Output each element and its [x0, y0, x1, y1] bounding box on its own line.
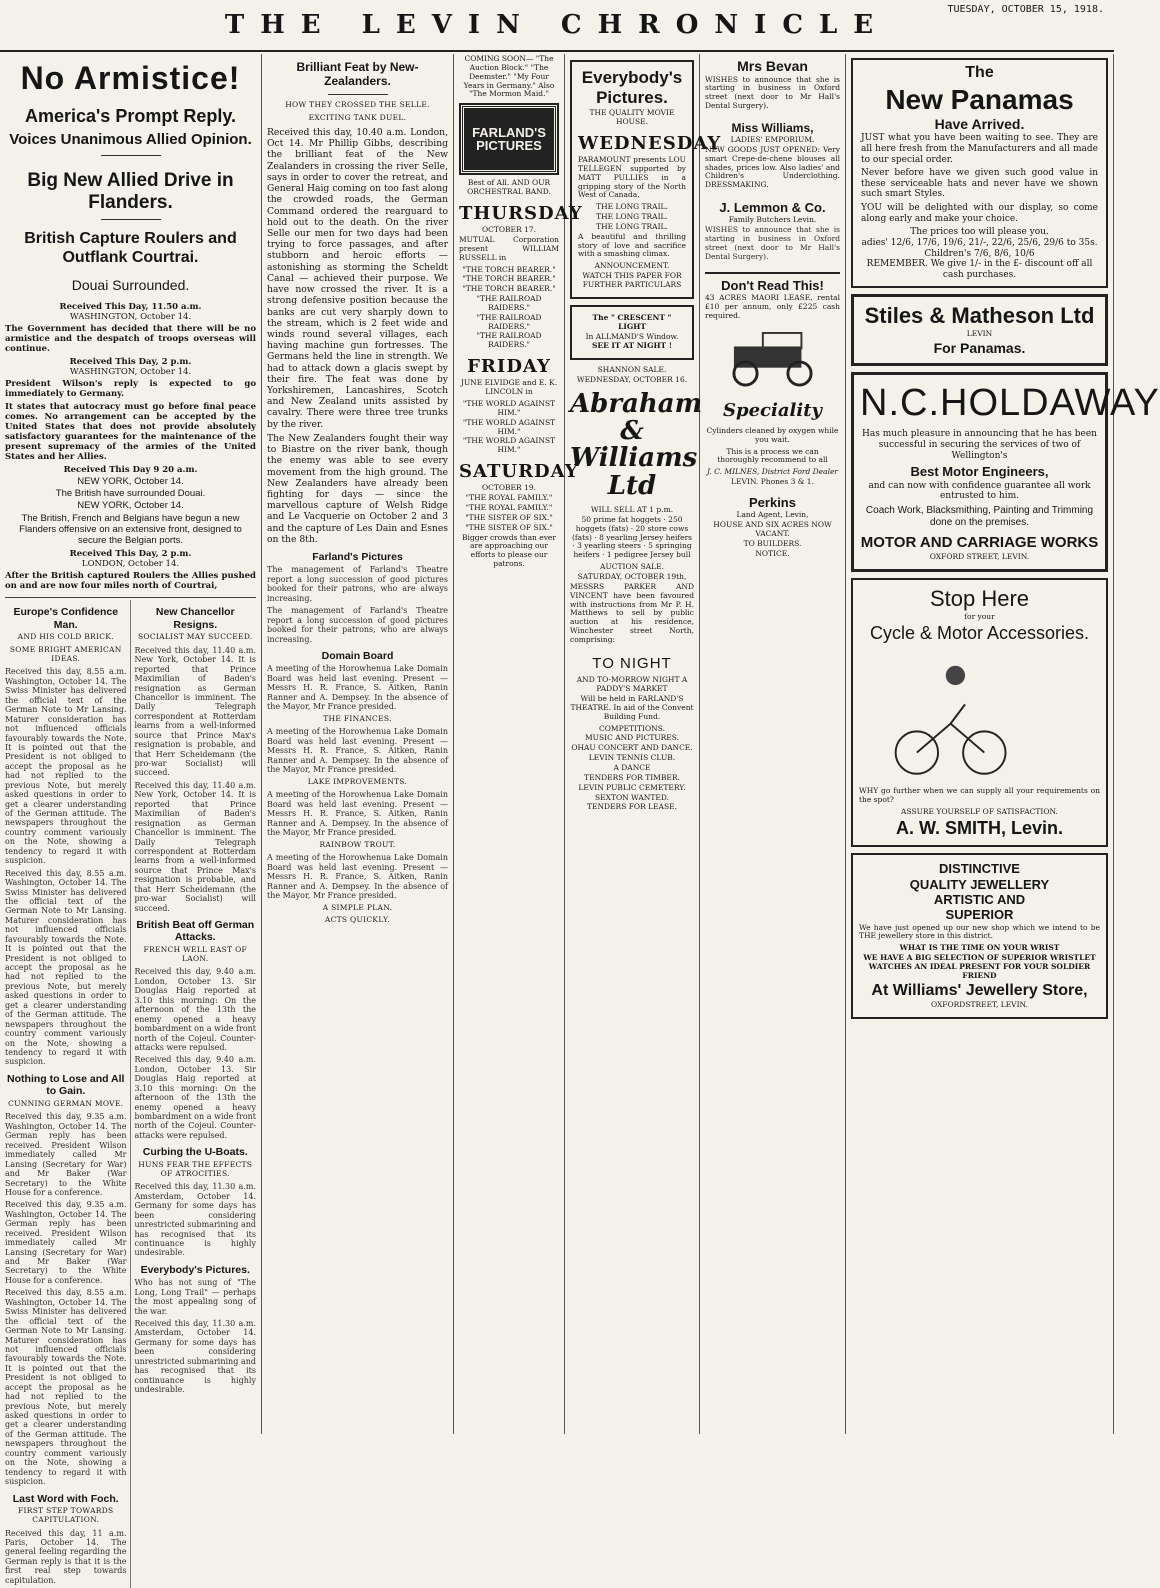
- ad-text: JUST what you have been waiting to see. They are all here fresh from the Manufacturers and all made to our special order.: [861, 133, 1098, 165]
- ad-title: New Panamas: [885, 83, 1074, 115]
- film-title: "THE TORCH BEARER.": [462, 264, 556, 274]
- ad-tagline: THE QUALITY MOVIE HOUSE.: [589, 108, 675, 126]
- ad-tagline: ASSURE YOURSELF OF SATISFACTION.: [901, 807, 1058, 817]
- film-title: "THE ROYAL FAMILY.": [465, 493, 553, 503]
- ad-text: NEW GOODS JUST OPENED: Very smart Crepe-de-chene blouses all shades, prices low. Also ladies' and Children's Underclothing. DRESSMAKING.: [705, 144, 840, 190]
- panamas-ad: [851, 58, 1108, 288]
- paddys-text: Will be held in FARLAND'S THEATRE. In aid of the Convent Building Fund.: [570, 694, 694, 721]
- film-title: "THE SISTER OF SIX.": [465, 522, 553, 532]
- article-heading: British Beat off German Attacks.: [136, 919, 255, 944]
- article-heading: Everybody's Pictures.: [140, 1263, 250, 1276]
- ad-text: WISHES to announce that she is starting in business in Oxford street (next door to Mr Hall's Dental Surgery).: [705, 74, 840, 111]
- ad-title: N.C.HOLDAWAY: [860, 381, 1160, 424]
- film-title: "THE ROYAL FAMILY.": [465, 503, 553, 513]
- ad-text: WISHES to announce that she is starting in business in Oxford street (next door to Mr Hall's Dental Surgery).: [705, 225, 840, 261]
- ad-tagline: OXFORD STREET, LEVIN.: [929, 552, 1030, 562]
- ad-text: The " CRESCENT " LIGHT: [592, 312, 672, 331]
- column-farlands-ad: [454, 54, 583, 1434]
- section-label: OHAU CONCERT AND DANCE.: [571, 743, 693, 753]
- film-title: "THE RAILROAD RAIDERS.": [476, 294, 542, 312]
- price-list: adies' 12/6, 17/6, 19/6, 21/-, 22/6, 25/6, 29/6 to 35s.: [861, 237, 1098, 248]
- cable-text: The Government has decided that there will be no armistice and the despatch of troops overseas will continue.: [5, 323, 256, 354]
- article-text: Received this day, 11 a.m. Paris, October 14. The general feeling regarding the German reply is that it is the first real step towards capitulation.: [5, 1528, 127, 1585]
- ad-text: done on the premises.: [930, 516, 1029, 528]
- article-heading: Domain Board: [321, 649, 394, 662]
- coming-soon: COMING SOON— "The Auction Block." "The Deemster." "My Four Years in Germany." Also "The Mormon Maid.": [463, 54, 555, 99]
- article-heading: Europe's Confidence Man.: [13, 606, 119, 631]
- ad-title: Everybody's: [581, 68, 683, 87]
- subhead-roulers: British Capture Roulers and Outflank Courtrai.: [24, 230, 237, 266]
- ad-title: Don't Read This!: [705, 272, 840, 293]
- article-text: The management of Farland's Theatre report a long succession of good pictures booked for their patrons, who are always increasing.: [267, 565, 448, 603]
- ad-tagline: Land Agent, Levin,: [736, 510, 809, 520]
- article-subheading: SOME BRIGHT AMERICAN IDEAS.: [9, 644, 122, 663]
- subhead-douai: Douai Surrounded.: [71, 277, 190, 294]
- film-desc: A beautiful and thrilling story of love and sacrifice with a smashing climax.: [578, 231, 686, 259]
- ad-title: For Panamas.: [933, 340, 1026, 357]
- logo-text: PICTURES: [476, 138, 542, 154]
- issue-date: TUESDAY, OCTOBER 15, 1918.: [947, 4, 1104, 15]
- film-title: THE LONG TRAIL.: [596, 221, 668, 231]
- article-subheading: SOCIALIST MAY SUCCEED.: [137, 631, 253, 641]
- ad-tagline: LADIES' EMPORIUM.: [730, 135, 815, 145]
- farlands-logo: [461, 105, 557, 173]
- sale-time: WILL SELL AT 1 p.m.: [590, 505, 674, 515]
- masthead: [0, 0, 1114, 52]
- divider: [101, 219, 161, 220]
- car-hood: [763, 332, 802, 347]
- announcement: ANNOUNCEMENT.: [594, 261, 670, 271]
- article-subheading: FRENCH WELL EAST OF LAON.: [143, 944, 248, 963]
- ad-text: We have just opened up our new shop which we intend to be THE jewellery store in this district.: [859, 922, 1100, 941]
- ad-text: Never before have we given such good value in these serviceable hats and never have we shown such smart Styles.: [861, 168, 1098, 200]
- divider: [328, 94, 388, 95]
- film-title: THE LONG TRAIL.: [596, 202, 668, 212]
- divider: [101, 155, 161, 156]
- cable-received: Received This Day, 11.50 a.m.: [59, 301, 202, 312]
- article-text: Received this day, 10.40 a.m. London, Oct 14. Mr Phillip Gibbs, describing the brilliant feat of the New Zealanders in crossing the river Selle, says in order to cover the retreat, and General Haig coming on too fast along the crowded roads, the German Command ordered the rearguard to hold out to the death. On the river Selle our men for two days had been trying to force passages, and after stubborn and heroic efforts — astonishing as storming the Scheldt Canal — achieved their purpose. We have now crossed the river. It is a strong defensive position because the banks are cut very sharply down to the stream, which is 2 feet wide and winds round several villages, each having machine gun fortresses. The Germans held the line in strength. We had to attack down a glacis swept by their fire. The feat was done by Yorkshiremen, Lancashires, Scotch and New Zealand units assisted by cavalry. There were three tree trunks by the river.: [267, 127, 448, 430]
- subcol-left: [5, 600, 131, 1588]
- section-label: LEVIN PUBLIC CEMETERY.: [578, 782, 686, 792]
- film-title: "THE TORCH BEARER.": [462, 284, 556, 294]
- section-label: HOUSE AND SIX ACRES NOW VACANT.: [713, 520, 832, 538]
- article-subheading: HUNS FEAR THE EFFECTS OF ATROCITIES.: [138, 1159, 253, 1178]
- everybodys-pictures-ad: [570, 60, 722, 299]
- ad-title: ARTISTIC AND: [933, 891, 1026, 907]
- ad-tagline: WE HAVE A BIG SELECTION OF SUPERIOR WRISTLET WATCHES AN IDEAL PRESENT FOR YOUR SOLDIER FRIEND: [863, 953, 1096, 980]
- cable-received: Received This Day, 2 p.m.: [69, 356, 192, 367]
- article-subheading: THE FINANCES.: [323, 713, 392, 723]
- article-heading: Farland's Pictures: [312, 551, 403, 564]
- ad-text: WHY go further when we can supply all your requirements on the spot?: [859, 786, 1100, 805]
- article-subheading: FIRST STEP TOWARDS CAPITULATION.: [18, 1505, 114, 1524]
- day-date: OCTOBER 17.: [482, 225, 536, 235]
- ad-title: J. Lemmon & Co.: [719, 200, 826, 216]
- headline-no-armistice: No Armistice!: [20, 60, 241, 96]
- film-desc: Bigger crowds than ever are approaching our efforts to please our patrons.: [462, 532, 556, 569]
- article-text: Received this day, 11.40 a.m. New York, October 14. It is reported that Prince Maximilian of Baden's resignation as German Chancellor is imminent. The Daily Telegraph correspondent at Rotterdam learns from a well-informed source that Prince Max's resignation is probable, and that Herr Scheidemann (the pro-war Socialist) will succeed.: [134, 780, 256, 913]
- sale-date: WEDNESDAY, OCTOBER 16.: [576, 375, 688, 385]
- speciality-heading: Speciality: [723, 399, 822, 421]
- day-thursday: THURSDAY: [459, 202, 583, 224]
- article-text: A meeting of the Horowhenua Lake Domain Board was held last evening. Present — Messrs H. R. France, S. Aitken, Ranin Ranner and A. Dempsey. In the absence of the Mayor, Mr France presided.: [267, 727, 448, 775]
- article-heading: New Chancellor Resigns.: [155, 606, 235, 631]
- cable-place: NEW YORK, October 14.: [77, 500, 184, 512]
- article-text: The management of Farland's Theatre report a long succession of good pictures booked for their patrons, who are always increasing.: [267, 606, 448, 644]
- wheel: [896, 731, 938, 773]
- ad-title: DISTINCTIVE: [939, 861, 1020, 877]
- article-text: Received this day, 11.40 a.m. New York, October 14. It is reported that Prince Maximilian of Baden's resignation as German Chancellor is imminent. The Daily Telegraph correspondent at Rotterdam learns from a well-informed source that Prince Max's resignation is probable, and that Herr Scheidemann (the pro-war Socialist) will succeed.: [134, 645, 256, 778]
- abraham-williams-logo: [570, 388, 703, 501]
- article-subheading: A SIMPLE PLAN.: [322, 902, 393, 912]
- subhead-america-reply: America's Prompt Reply.: [24, 105, 237, 126]
- day-friday: FRIDAY: [467, 356, 551, 378]
- logo-text: Abraham &: [570, 388, 703, 447]
- article-heading: Nothing to Lose and All to Gain.: [7, 1072, 125, 1098]
- sale-date: SATURDAY, OCTOBER 19th,: [577, 571, 687, 581]
- article-text: The New Zealanders fought their way to Biastre on the river bank, though the enemy was able to see every movement from the high ground. The New Zealanders have already been fighting for days — since the marvellous capture of Welsh Ridge and Le Vacquerie on October 2 and 3 and the capture of Les Dain and Esnes on the 8th.: [267, 432, 448, 545]
- ad-text: SEE IT AT NIGHT !: [591, 341, 673, 351]
- ad-title: Best Motor Engineers,: [910, 464, 1049, 480]
- ad-title: QUALITY JEWELLERY: [909, 876, 1050, 892]
- ad-title: SUPERIOR: [945, 907, 1014, 923]
- discount: REMEMBER. We give 1/- in the £- discount off all cash purchases.: [866, 259, 1093, 280]
- cable-text: After the British captured Roulers the Allies pushed on and are now four miles north of Courtrai,: [5, 571, 256, 592]
- cable-received: Received This Day, 2 p.m.: [69, 549, 192, 560]
- ad-text: and can now with confidence guarantee all work entrusted to him.: [868, 480, 1091, 502]
- article-text: Received this day, 11.30 a.m. Amsterdam, October 14. Germany for some days has been considering unrestricted submarining and has recognised that its continuance is highly undesirable.: [134, 1182, 256, 1258]
- frame: [917, 704, 984, 752]
- film-title: "THE RAILROAD RAIDERS.": [476, 312, 542, 331]
- day-wednesday: WEDNESDAY: [578, 132, 722, 154]
- williams-jewellery-ad: [851, 853, 1108, 1019]
- section-label: SEXTON WANTED.: [595, 792, 669, 802]
- subcol-right: [135, 600, 257, 1588]
- column-everybodys: [565, 54, 722, 1434]
- article-heading: Last Word with Foch.: [12, 1492, 119, 1505]
- ad-text: Coach Work, Blacksmithing, Painting and Trimming: [865, 504, 1094, 516]
- ad-tagline: Family Butchers Levin.: [728, 215, 817, 225]
- article-text: Received this day, 9.35 a.m. Washington, October 14. The German reply has been received. President Wilson immediately called Mr Lansing (Secretary for War) and Mr Baker (War Secretary) to the White House for a conference.: [5, 1200, 127, 1285]
- cyclist-illustration: [859, 644, 1100, 784]
- ad-title: At Williams' Jewellery Store,: [871, 981, 1088, 999]
- film-title: THE LONG TRAIL.: [596, 212, 668, 222]
- day-saturday: SATURDAY: [459, 461, 579, 483]
- section-label: COMPETITIONS.: [599, 723, 665, 733]
- ad-title: Have Arrived.: [934, 115, 1025, 132]
- cable-text: The British, French and Belgians have begun a new Flanders offensive on an extensive front, designed to secure the Belgian ports.: [19, 512, 242, 546]
- film-title: "THE RAILROAD RAIDERS.": [476, 331, 542, 350]
- article-subheading: CUNNING GERMAN MOVE.: [8, 1098, 124, 1108]
- ad-title: A. W. SMITH, Levin.: [895, 817, 1063, 838]
- article-text: A meeting of the Horowhenua Lake Domain Board was held last evening. Present — Messrs H. R. France, S. Aitken, Ranin Ranner and A. Dempsey. In the absence of the Mayor, Mr France presided.: [267, 853, 448, 901]
- ad-tagline: LEVIN: [966, 329, 993, 339]
- article-text: Received this day, 8.55 a.m. Washington, October 14. The Swiss Minister has delivered the official text of the German Note to Mr Lansing. Maturer consideration has not influenced officials favourably towards the Note. It is pointed out that the President is not obliged to accept the proposal as he had not replied to the previous Note, but merely asked questions in order to get a clearer understanding of the German attitude. The newspapers throughout the country comment variously on the Note, showing a tendency to regard it with suspicion.: [5, 868, 127, 1067]
- newspaper-title: THE LEVIN CHRONICLE: [224, 10, 890, 40]
- car-illustration: [705, 324, 840, 394]
- section-label: TENDERS FOR TIMBER.: [584, 772, 680, 782]
- subhead-allied-opinion: Voices Unanimous Allied Opinion.: [9, 130, 252, 148]
- ad-title: Cycle & Motor Accessories.: [869, 622, 1090, 643]
- ad-text: YOU will be delighted with our display, so come along early and make your choice.: [861, 203, 1098, 224]
- ad-title: Perkins: [749, 494, 796, 510]
- ad-title: Miss Williams,: [731, 120, 814, 135]
- stock-list: 50 prime fat hoggets · 250 hoggets (fats) · 20 store cows (fats) · 8 yearling Jersey heifers · 3 yearling steers · 5 springing heifers · 1 pedigree Jersey bull: [571, 514, 693, 560]
- article-heading: Curbing the U-Boats.: [142, 1146, 248, 1159]
- film-title: "THE SISTER OF SIX.": [465, 512, 553, 522]
- cable-text: The British have surrounded Douai.: [55, 488, 206, 500]
- ad-title: The: [965, 64, 994, 81]
- ad-title: Stiles & Matheson Ltd: [864, 303, 1095, 329]
- sub-columns: [5, 597, 256, 1588]
- column-war-news: [0, 54, 262, 1585]
- ad-tagline: for your: [964, 611, 995, 621]
- article-subheading: HOW THEY CROSSED THE SELLE.: [285, 100, 430, 110]
- crescent-light-ad: [570, 305, 694, 360]
- film-title: "THE WORLD AGAINST HIM.": [462, 399, 556, 417]
- ad-text: Cylinders cleaned by oxygen while you wait.: [706, 425, 839, 444]
- tonight-heading: TO NIGHT: [592, 654, 672, 672]
- rider: [946, 666, 965, 685]
- article-subheading: ACTS QUICKLY.: [324, 915, 391, 925]
- best-of-all: Best of All. AND OUR ORCHESTRAL BAND.: [467, 178, 551, 197]
- ad-text: 43 ACRES MAORI LEASE, rental £10 per annum, only £225 cash required.: [705, 292, 840, 320]
- article-text: Received this day, 9.40 a.m. London, October 13. Sir Douglas Haig reported at 3.10 this morning: On the afternoon of the 13th the enemy opened a heavy bombardment on a wide front north of the Cojeul. Counter-attacks were repulsed.: [134, 1055, 256, 1140]
- article-subheading: AND HIS COLD BRICK.: [17, 631, 114, 641]
- sale-text: MESSRS PARKER AND VINCENT have been favoured with instructions from Mr P. H. Matthews to sell by public auction at his residence, Winchester street North, comprising:: [570, 581, 694, 644]
- article-heading: Brilliant Feat by New-Zealanders.: [296, 60, 419, 89]
- section-label: TENDERS FOR LEASE.: [587, 802, 677, 812]
- stiles-matheson-ad: [851, 294, 1108, 365]
- ad-text: Has much pleasure in announcing that he has been successful in securing the services of two of Wellington's: [862, 429, 1097, 461]
- cable-text: President Wilson's reply is expected to go immediately to Germany.: [5, 378, 256, 399]
- section-label: TO BUILDERS.: [743, 538, 802, 548]
- ad-text: The prices too will please you.: [910, 227, 1049, 238]
- film-desc: PARAMOUNT presents LOU TELLEGEN supported by MATT PULLIES in a gripping story of the North West of Canada,: [578, 155, 686, 200]
- ad-title: Mrs Bevan: [737, 58, 808, 74]
- article-subheading: EXCITING TANK DUEL.: [308, 113, 407, 123]
- column-nz-feat: [262, 54, 454, 1434]
- section-label: A DANCE: [613, 763, 651, 773]
- article-text: Received this day, 8.55 a.m. Washington, October 14. The Swiss Minister has delivered the official text of the German Note to Mr Lansing. Maturer consideration has not influenced officials favourably towards the Note. It is pointed out that the President is not obliged to accept the proposal as he had not replied to the previous Note, but merely asked questions in order to get a clearer understanding of the German attitude. The newspapers throughout the country comment variously on the Note, showing a tendency to regard it with suspicion.: [5, 1288, 127, 1487]
- smith-cycle-ad: [851, 578, 1108, 847]
- paddys-market: AND TO-MORROW NIGHT A PADDY'S MARKET: [576, 675, 688, 694]
- cable-text: It states that autocracy must go before final peace comes. No arrangement can be accepted by the United States that does not provide absolutely satisfactory guarantees for the maintenance of the present supremacy of the armies of the United States and her Allies.: [5, 401, 256, 462]
- column-display-ads: [846, 54, 1160, 1434]
- article-text: Received this day, 9.35 a.m. Washington, October 14. The German reply has been received. President Wilson immediately called Mr Lansing (Secretary for War) and Mr Baker (War Secretary) to the White House for a conference.: [5, 1112, 127, 1197]
- day-date: OCTOBER 19.: [482, 483, 536, 493]
- article-subheading: RAINBOW TROUT.: [319, 839, 396, 849]
- film-title: "THE WORLD AGAINST HIM.": [462, 417, 556, 436]
- milnes: J. C. MILNES, District Ford Dealer: [706, 467, 838, 477]
- sale-heading: AUCTION SALE.: [600, 562, 664, 572]
- subhead-allied-drive: Big New Allied Drive in Flanders.: [27, 169, 234, 213]
- price-list: Children's 7/6, 8/6, 10/6: [924, 248, 1035, 259]
- cable-place: WASHINGTON, October 14.: [69, 366, 192, 377]
- section-label: NOTICE.: [755, 548, 790, 558]
- film-desc: JUNE ELVIDGE and E. K. LINCOLN in: [460, 378, 558, 397]
- section-label: MUSIC AND PICTURES.: [584, 733, 680, 743]
- cable-place: NEW YORK, October 14.: [77, 475, 184, 487]
- column-shop-ads: [700, 54, 846, 1434]
- sale-heading: SHANNON SALE.: [597, 365, 667, 375]
- logo-text: FARLAND'S: [472, 124, 546, 140]
- film-title: "THE TORCH BEARER.": [462, 274, 556, 284]
- ad-tagline: WHAT IS THE TIME ON YOUR WRIST: [899, 943, 1060, 953]
- article-text: A meeting of the Horowhenua Lake Domain Board was held last evening. Present — Messrs H. R. France, S. Aitken, Ranin Ranner and A. Dempsey. In the absence of the Mayor, Mr France presided.: [267, 790, 448, 838]
- article-text: A meeting of the Horowhenua Lake Domain Board was held last evening. Present — Messrs H. R. France, S. Aitken, Ranin Ranner and A. Dempsey. In the absence of the Mayor, Mr France presided.: [267, 664, 448, 712]
- ad-text: This is a process we can thoroughly recommend to all: [717, 446, 828, 465]
- watch-paper: WATCH THIS PAPER FOR FURTHER PARTICULARS: [582, 271, 682, 289]
- ad-title: MOTOR AND CARRIAGE WORKS: [860, 534, 1099, 552]
- article-text: Who has not sung of "The Long, Long Trail" — perhaps the most appealing song of the war.: [134, 1278, 256, 1316]
- film-title: "THE WORLD AGAINST HIM.": [462, 436, 556, 455]
- ad-tagline: OXFORDSTREET, LEVIN.: [930, 1000, 1029, 1010]
- milnes-phone: LEVIN. Phones 3 & 1.: [731, 477, 814, 487]
- cable-received: Received This Day 9 20 a.m.: [63, 464, 198, 475]
- article-subheading: LAKE IMPROVEMENTS.: [307, 776, 408, 786]
- holdaway-ad: [851, 372, 1160, 572]
- article-text: Received this day, 11.30 a.m. Amsterdam, October 14. Germany for some days has been considering unrestricted submarining and has recognised that its continuance is highly undesirable.: [134, 1319, 256, 1395]
- ad-title: Pictures.: [596, 88, 668, 108]
- cable-place: LONDON, October 14.: [81, 559, 180, 570]
- cable-place: WASHINGTON, October 14.: [69, 311, 192, 322]
- logo-text: Williams Ltd: [570, 443, 698, 501]
- article-text: Received this day, 8.55 a.m. Washington, October 14. The Swiss Minister has delivered the official text of the German Note to Mr Lansing. Maturer consideration has not influenced officials favourably towards the Note. It is pointed out that the President is not obliged to accept the proposal as he had not replied to the previous Note, but merely asked questions in order to get a clearer understanding of the German attitude. The newspapers throughout the country comment variously on the Note, showing a tendency to regard it with suspicion.: [5, 667, 127, 866]
- film-desc: MUTUAL Corporation present WILLIAM RUSSELL in: [459, 234, 559, 262]
- section-label: LEVIN TENNIS CLUB.: [588, 753, 676, 763]
- article-text: Received this day, 9.40 a.m. London, October 13. Sir Douglas Haig reported at 3.10 this morning: On the afternoon of the 13th the enemy opened a heavy bombardment on a wide front north of the Cojeul. Counter-attacks were repulsed.: [134, 967, 256, 1052]
- ad-text: In ALLMAND'S Window.: [585, 331, 679, 341]
- ad-title: Stop Here: [929, 585, 1030, 611]
